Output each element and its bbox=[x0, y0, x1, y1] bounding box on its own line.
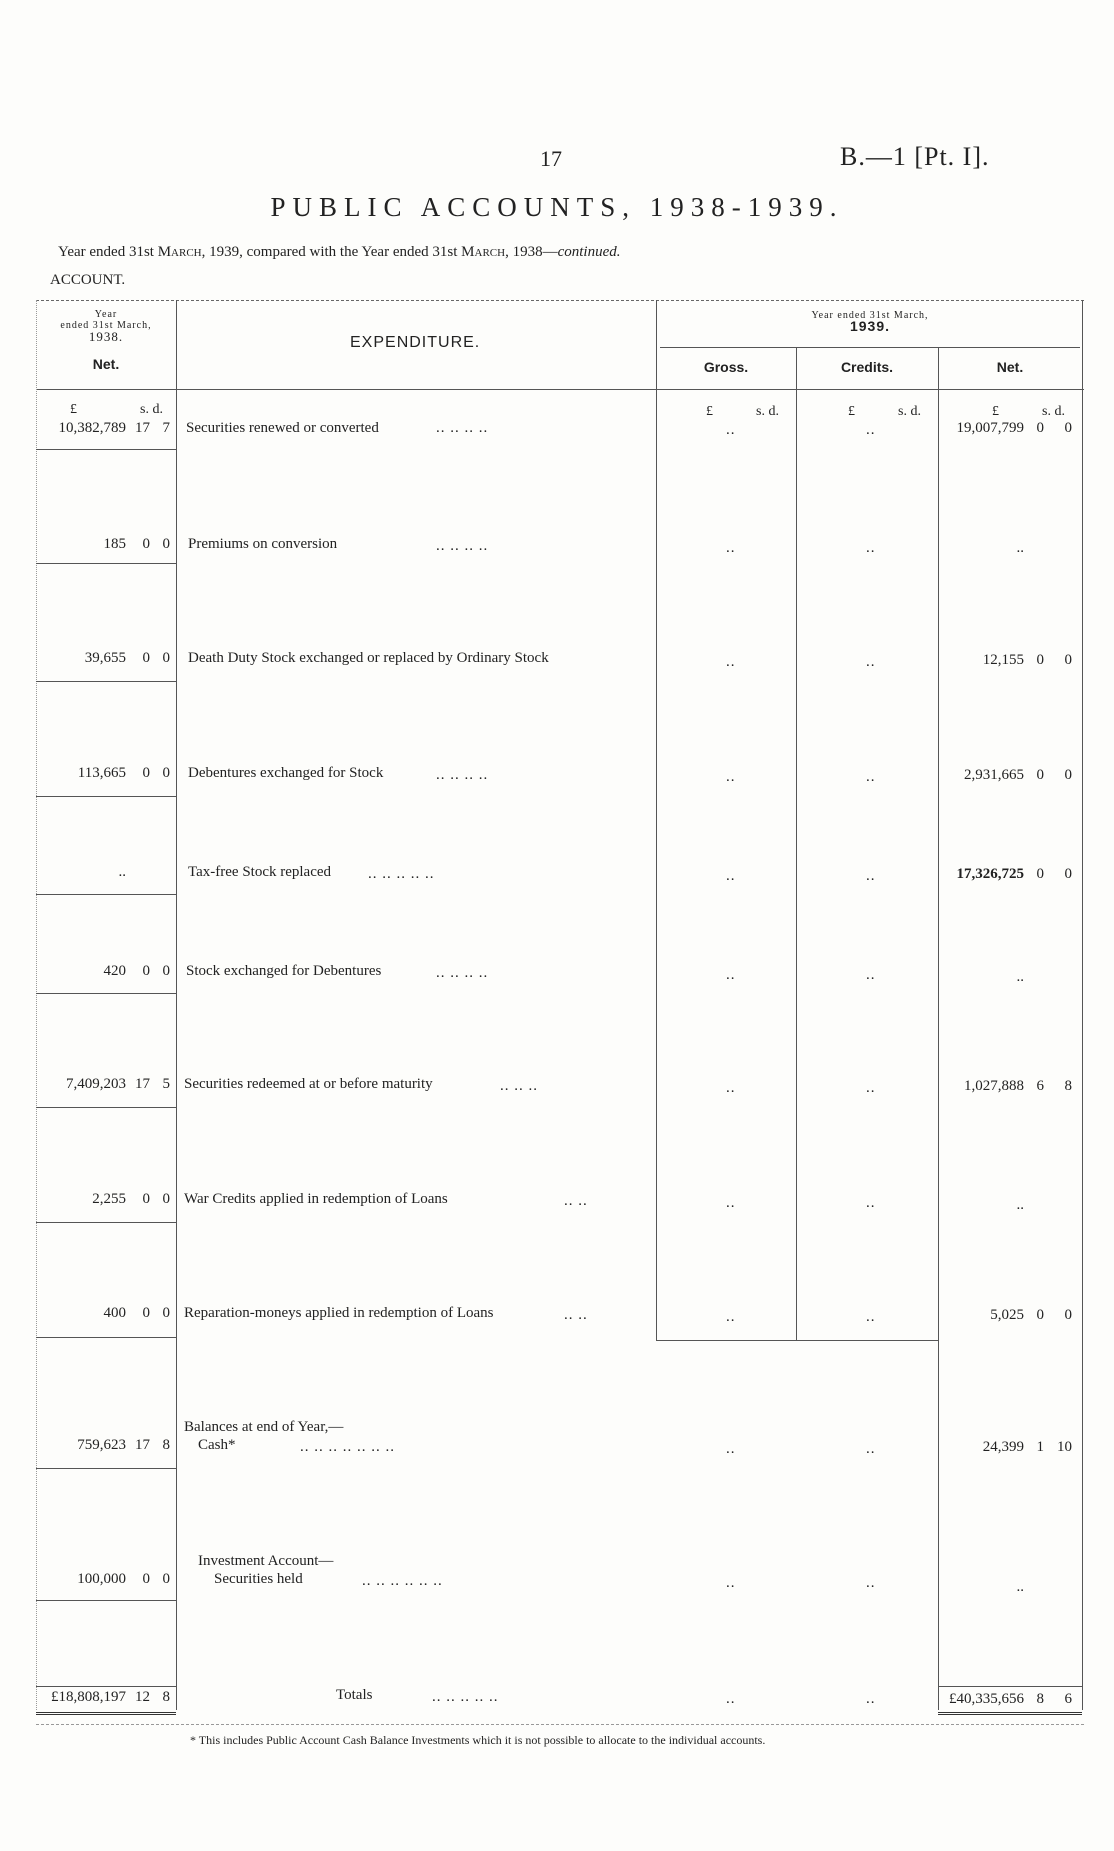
prev-total-amount: £18,808,197 bbox=[51, 1689, 126, 1705]
credits-value: .. bbox=[866, 769, 876, 785]
net-pence: 0 bbox=[1064, 652, 1072, 668]
prev-pence: 0 bbox=[162, 1191, 170, 1207]
totals-leader-dots: .. .. .. .. .. bbox=[432, 1689, 499, 1705]
net-amount: .. bbox=[1016, 969, 1024, 985]
net-amount: 17,326,725 bbox=[956, 866, 1024, 882]
year-header-rule bbox=[660, 347, 1080, 348]
cur-year-header-l2: 1939. bbox=[849, 318, 891, 334]
expenditure-header: EXPENDITURE. bbox=[350, 334, 481, 351]
net-pound-unit: £ bbox=[992, 404, 999, 419]
row-rule bbox=[36, 681, 176, 682]
row-description: Reparation-moneys applied in redemption of Loans bbox=[184, 1305, 494, 1321]
net-shillings: 0 bbox=[1036, 767, 1044, 783]
prev-total-shillings: 12 bbox=[135, 1689, 150, 1705]
gross-total: .. bbox=[726, 1691, 736, 1707]
row-leader-dots: .. .. .. .. .. .. bbox=[362, 1573, 443, 1589]
row-rule bbox=[36, 1468, 176, 1469]
cur-year-header-l1: Year ended 31st March, bbox=[811, 310, 929, 321]
net-amount: 19,007,799 bbox=[956, 420, 1024, 436]
totals-label: Totals bbox=[336, 1687, 373, 1703]
prev-amount: .. bbox=[118, 864, 126, 880]
row-rule bbox=[36, 796, 176, 797]
credits-value: .. bbox=[866, 654, 876, 670]
prev-shillings: 17 bbox=[135, 1437, 150, 1453]
credits-header: Credits. bbox=[840, 359, 894, 375]
net-pence: 0 bbox=[1064, 1307, 1072, 1323]
credits-value: .. bbox=[866, 422, 876, 438]
row-description: Debentures exchanged for Stock bbox=[188, 765, 384, 781]
account-label: ACCOUNT. bbox=[50, 272, 126, 288]
prev-amount: 400 bbox=[103, 1305, 126, 1321]
net-amount: .. bbox=[1016, 1579, 1024, 1595]
credits-value: .. bbox=[866, 540, 876, 556]
row-description-heading: Balances at end of Year,— bbox=[184, 1419, 344, 1435]
row-description: Securities renewed or converted bbox=[186, 420, 379, 436]
prev-pence: 0 bbox=[162, 1571, 170, 1587]
row-leader-dots: .. .. .. .. bbox=[436, 420, 489, 436]
prev-year-header-l2: ended 31st March, bbox=[60, 320, 152, 331]
credits-value: .. bbox=[866, 1575, 876, 1591]
subtitle-mid: , 1939, compared with the Year ended 31st bbox=[201, 244, 462, 260]
page-subtitle bbox=[58, 244, 620, 261]
credits-value: .. bbox=[866, 868, 876, 884]
credits-value: .. bbox=[866, 1309, 876, 1325]
row-description: Securities redeemed at or before maturity bbox=[184, 1076, 433, 1092]
cur-year-header bbox=[660, 310, 1080, 332]
net-shillings: 6 bbox=[1036, 1078, 1044, 1094]
row-leader-dots: .. .. .. .. bbox=[436, 965, 489, 981]
footnote: * This includes Public Account Cash Balance Investments which it is not possible to allocate to the individual accounts. bbox=[190, 1733, 766, 1747]
subtitle-pre: Year ended 31st bbox=[58, 244, 158, 260]
credits-value: .. bbox=[866, 1080, 876, 1096]
row-rule bbox=[36, 993, 176, 994]
row-leader-dots: .. .. .. .. bbox=[436, 767, 489, 783]
prev-amount: 420 bbox=[103, 963, 126, 979]
prev-pence: 0 bbox=[162, 1305, 170, 1321]
net-amount: 12,155 bbox=[982, 652, 1024, 668]
gross-value: .. bbox=[726, 1575, 736, 1591]
prev-amount: 39,655 bbox=[84, 650, 126, 666]
prev-pence: 0 bbox=[162, 536, 170, 552]
prev-year-header-l3: 1938. bbox=[88, 329, 124, 344]
prev-year-header-l1: Year bbox=[94, 309, 118, 320]
subtitle-month-1: March bbox=[157, 244, 202, 260]
net-total-top-rule bbox=[938, 1686, 1082, 1687]
prev-year-header bbox=[36, 309, 176, 342]
page-number: 17 bbox=[540, 146, 562, 171]
page-title: PUBLIC ACCOUNTS, 1938-1939. bbox=[270, 192, 844, 222]
prev-total-pence: 8 bbox=[162, 1689, 170, 1705]
net-shillings: 1 bbox=[1036, 1439, 1044, 1455]
prev-total-top-rule bbox=[36, 1686, 176, 1687]
gross-column-rule bbox=[656, 300, 657, 1340]
net-total-pence: 6 bbox=[1064, 1691, 1072, 1707]
net-total-shillings: 8 bbox=[1036, 1691, 1044, 1707]
net-column-rule bbox=[938, 347, 939, 1710]
row-description: War Credits applied in redemption of Loans bbox=[184, 1191, 448, 1207]
gross-value: .. bbox=[726, 654, 736, 670]
credits-column-rule bbox=[796, 347, 797, 1340]
prev-amount: 100,000 bbox=[77, 1571, 126, 1587]
gross-value: .. bbox=[726, 1080, 736, 1096]
row-description: Tax-free Stock replaced bbox=[188, 864, 332, 880]
prev-amount: 759,623 bbox=[77, 1437, 126, 1453]
net-sd-unit: s. d. bbox=[1042, 404, 1065, 419]
row-leader-dots: .. .. bbox=[564, 1307, 588, 1323]
credits-value: .. bbox=[866, 967, 876, 983]
prev-shillings: 17 bbox=[135, 1076, 150, 1092]
net-total-bottom-rule bbox=[938, 1712, 1082, 1715]
net-pence: 0 bbox=[1064, 767, 1072, 783]
net-pence: 8 bbox=[1064, 1078, 1072, 1094]
credits-value: .. bbox=[866, 1441, 876, 1457]
gross-value: .. bbox=[726, 1195, 736, 1211]
prev-shillings: 0 bbox=[142, 963, 150, 979]
net-shillings: 0 bbox=[1036, 652, 1044, 668]
prev-shillings: 0 bbox=[142, 536, 150, 552]
row-leader-dots: .. .. .. .. .. .. .. bbox=[300, 1439, 395, 1455]
prev-year-column-rule bbox=[176, 300, 177, 1710]
gross-pound-unit: £ bbox=[706, 404, 713, 419]
table-right-rule bbox=[1082, 300, 1083, 1710]
net-shillings: 0 bbox=[1036, 1307, 1044, 1323]
gross-sd-unit: s. d. bbox=[756, 404, 779, 419]
prev-total-bottom-rule bbox=[36, 1712, 176, 1715]
prev-amount: 185 bbox=[103, 536, 126, 552]
prev-amount: 2,255 bbox=[92, 1191, 126, 1207]
prev-pound-unit: £ bbox=[70, 402, 77, 417]
prev-shillings: 0 bbox=[142, 765, 150, 781]
prev-shillings: 17 bbox=[135, 420, 150, 436]
prev-amount: 10,382,789 bbox=[58, 420, 126, 436]
prev-shillings: 0 bbox=[142, 1191, 150, 1207]
prev-pence: 7 bbox=[162, 420, 170, 436]
prev-pence: 0 bbox=[162, 765, 170, 781]
row-leader-dots: .. .. .. .. bbox=[436, 538, 489, 554]
row-rule bbox=[36, 1222, 176, 1223]
prev-pence: 0 bbox=[162, 963, 170, 979]
prev-amount: 7,409,203 bbox=[66, 1076, 126, 1092]
gross-value: .. bbox=[726, 1309, 736, 1325]
credits-sd-unit: s. d. bbox=[898, 404, 921, 419]
prev-net-header: Net. bbox=[92, 356, 120, 372]
row-leader-dots: .. .. bbox=[564, 1193, 588, 1209]
row-rule bbox=[36, 1337, 176, 1338]
net-amount: .. bbox=[1016, 1197, 1024, 1213]
prev-shillings: 0 bbox=[142, 1305, 150, 1321]
credits-value: .. bbox=[866, 1195, 876, 1211]
gross-value: .. bbox=[726, 868, 736, 884]
gross-value: .. bbox=[726, 422, 736, 438]
gross-value: .. bbox=[726, 769, 736, 785]
net-pence: 0 bbox=[1064, 866, 1072, 882]
gross-header: Gross. bbox=[703, 359, 749, 375]
prev-pence: 5 bbox=[162, 1076, 170, 1092]
row-description: Death Duty Stock exchanged or replaced by Ordinary Stock bbox=[188, 650, 549, 666]
net-amount: 2,931,665 bbox=[964, 767, 1024, 783]
row-rule bbox=[36, 894, 176, 895]
net-pence: 0 bbox=[1064, 420, 1072, 436]
row-description: Stock exchanged for Debentures bbox=[186, 963, 382, 979]
net-amount: 1,027,888 bbox=[964, 1078, 1024, 1094]
table-left-rule bbox=[36, 300, 37, 1710]
row-description: Premiums on conversion bbox=[188, 536, 338, 552]
net-amount: .. bbox=[1016, 540, 1024, 556]
prev-shillings: 0 bbox=[142, 650, 150, 666]
table-top-rule bbox=[36, 300, 1084, 301]
header-bottom-rule bbox=[36, 389, 1084, 390]
row-description: Securities held bbox=[214, 1571, 303, 1587]
net-amount: 5,025 bbox=[990, 1307, 1024, 1323]
net-total-amount: £40,335,656 bbox=[949, 1691, 1024, 1707]
prev-amount: 113,665 bbox=[77, 765, 126, 781]
net-shillings: 0 bbox=[1036, 866, 1044, 882]
prev-pence: 8 bbox=[162, 1437, 170, 1453]
table-bottom-rule bbox=[36, 1724, 1084, 1725]
gross-credits-bottom-rule bbox=[656, 1340, 938, 1341]
prev-pence: 0 bbox=[162, 650, 170, 666]
row-leader-dots: .. .. .. bbox=[500, 1078, 538, 1094]
credits-total: .. bbox=[866, 1691, 876, 1707]
net-pence: 10 bbox=[1057, 1439, 1072, 1455]
row-rule bbox=[36, 1107, 176, 1108]
gross-value: .. bbox=[726, 540, 736, 556]
row-description: Cash* bbox=[198, 1437, 236, 1453]
subtitle-continued: continued. bbox=[557, 244, 621, 260]
prev-sd-unit: s. d. bbox=[140, 402, 163, 417]
row-description-heading: Investment Account— bbox=[198, 1553, 334, 1569]
row-leader-dots: .. .. .. .. .. bbox=[368, 866, 435, 882]
gross-value: .. bbox=[726, 967, 736, 983]
net-shillings: 0 bbox=[1036, 420, 1044, 436]
subtitle-month-2: March bbox=[461, 244, 506, 260]
prev-shillings: 0 bbox=[142, 1571, 150, 1587]
row-rule bbox=[36, 449, 176, 450]
subtitle-post: , 1938— bbox=[505, 244, 558, 260]
row-rule bbox=[36, 1600, 176, 1601]
net-amount: 24,399 bbox=[982, 1439, 1024, 1455]
credits-pound-unit: £ bbox=[848, 404, 855, 419]
net-header: Net. bbox=[996, 359, 1024, 375]
document-reference: B.—1 [Pt. I]. bbox=[840, 142, 990, 171]
gross-value: .. bbox=[726, 1441, 736, 1457]
row-rule bbox=[36, 563, 176, 564]
